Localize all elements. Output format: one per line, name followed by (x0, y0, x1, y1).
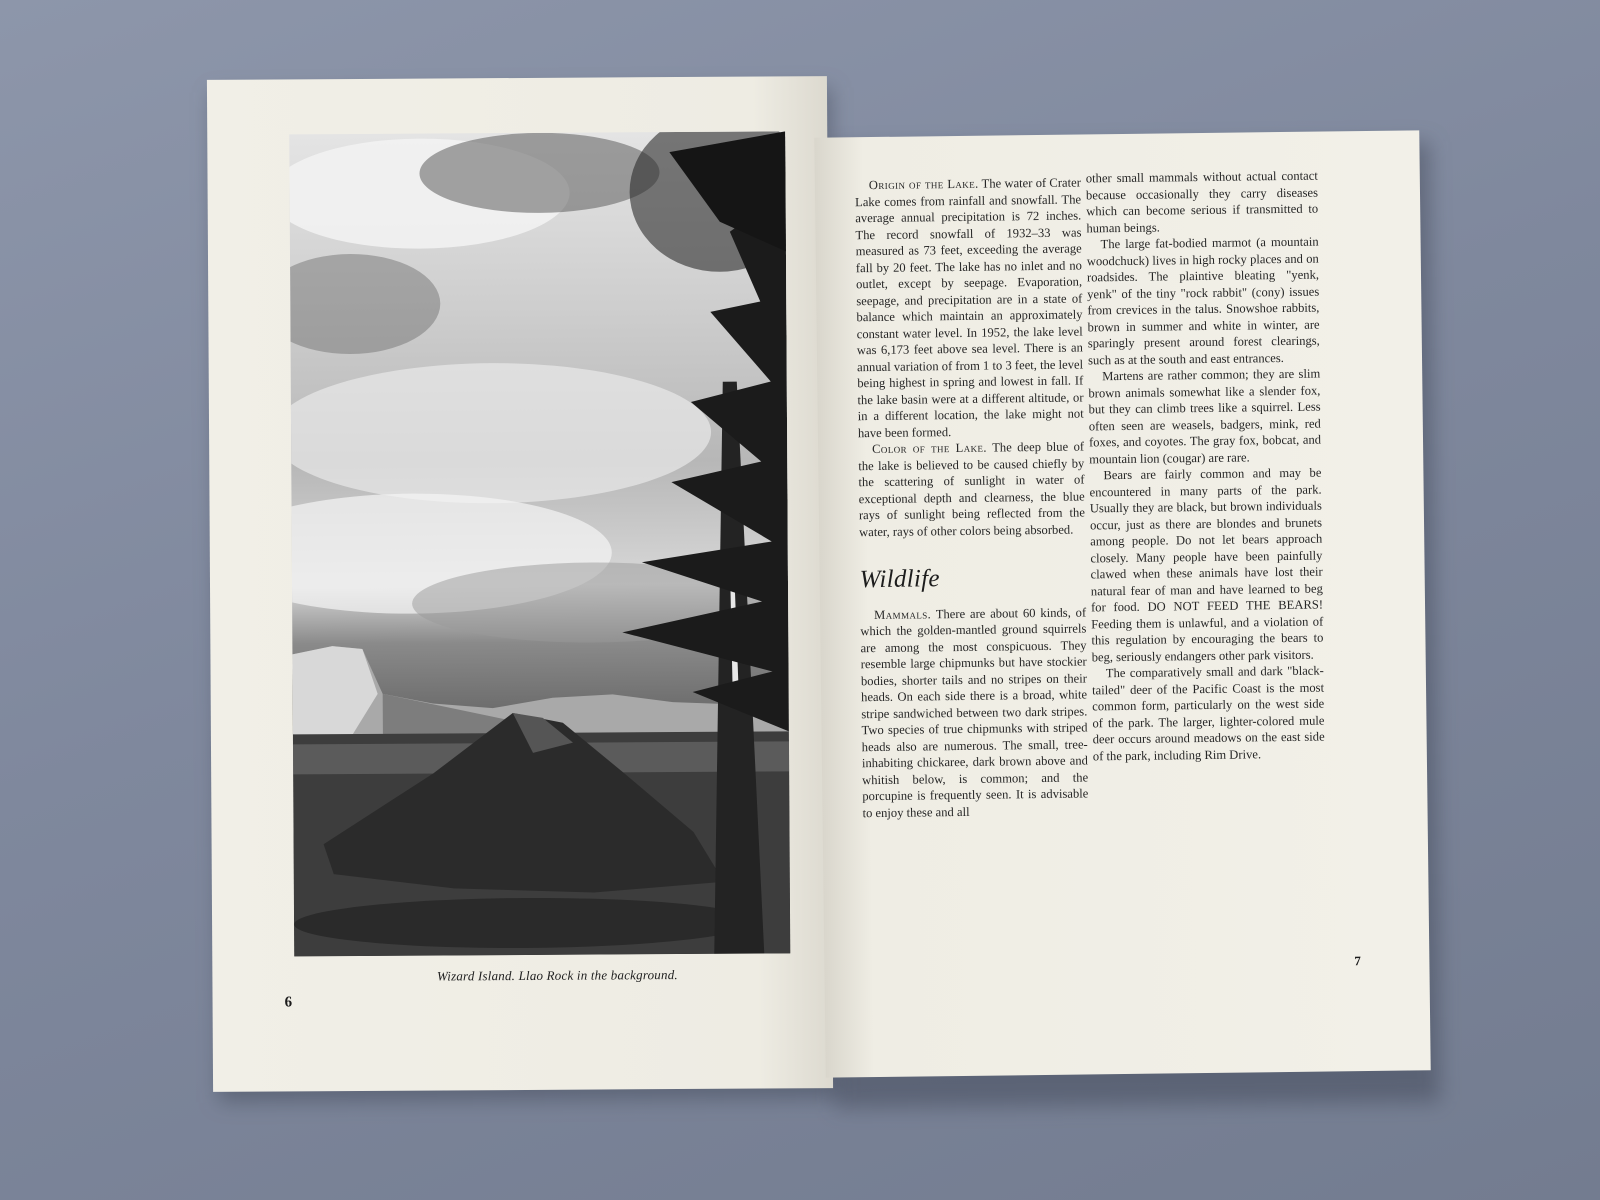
paragraph-bears: Bears are fairly common and may be encountered in many parts of the park. Usually they are black, but brown individuals occur, just as there are blondes and brunets among people. Do not let bears approach closely. Many people have been painfully clawed when these animals have lost their natural fear of man and have learned to beg for food. DO NOT FEED THE BEARS! Feeding them is unlawful, and a violation of this regulation by encouraging the bears to beg, seriously endangers other park visitors. (1089, 465, 1324, 664)
section-heading-wildlife: Wildlife (859, 565, 941, 594)
run-in-heading: Color of the Lake. (872, 440, 987, 457)
paragraph-text: There are about 60 kinds, of which the golden-mantled ground squirrels are among the most conspicuous. They resemble large chipmunks but have stockier bodies, shorter tails and no stripes on their heads. On each side there is a broad, white stripe sandwiched between two dark stripes. Two species of true chipmunks with striped heads also are numerous. The small, tree-inhabiting chickaree, dark brown above and whitish below, is common; and the porcupine is frequently seen. It is advisable to enjoy these and all (860, 604, 1089, 820)
page-number-right: 7 (1354, 953, 1361, 969)
paragraph-text: The water of Crater Lake comes from rainfall and snowfall. The average annual precipitation is 72 inches. The record snowfall of 1932–33 was measured as 73 feet, exceeding the average fall by 20 feet. The lake has no inlet and no outlet, except by seepage. Evaporation, seepage, and precipitation are in a state of balance which maintain an approximately constant water level. In 1952, the lake level was 6,173 feet above sea level. There is an annual variation of from 1 to 3 feet, the level being highest in spring and lowest in fall. If the lake basin were at a different altitude, or in a different location, the lake might not have been formed. (854, 175, 1084, 440)
paragraph-deer: The comparatively small and dark "black-tailed" deer of the Pacific Coast is the most common form, particularly on the west side of the park. The larger, lighter-colored mule deer occurs around meadows on the east side of the park, including Rim Drive. (1091, 663, 1325, 763)
run-in-heading: Origin of the Lake. (868, 176, 979, 193)
paragraph-origin (855, 174, 1084, 441)
photo-caption: Wizard Island. Llao Rock in the background. (436, 967, 678, 984)
paragraph-color (858, 438, 1085, 540)
run-in-heading: Mammals. (874, 606, 932, 622)
right-page (814, 130, 1430, 1077)
left-page (207, 76, 833, 1092)
wizard-island-photo (289, 131, 790, 956)
text-column-1 (855, 174, 1089, 821)
paragraph-marmot: The large fat-bodied marmot (a mountain woodchuck) lives in high rocky places and on roadsides. The plaintive bleating "yenk, yenk" of the tiny "rock rabbit" (cony) issues from crevices in the talus. Snowshoe rabbits, brown in summer and white in winter, are sparingly present around forest clearings, such as at the south and east entrances. (1086, 234, 1320, 367)
paragraph-text: The deep blue of the lake is believed to be caused chiefly by the scattering of sunlight in water of exceptional depth and clearness, the blue rays of sunlight being reflected from the water, rays of other colors being absorbed. (858, 439, 1085, 539)
text-column-2 (1086, 168, 1325, 765)
paragraph-mammals (860, 604, 1089, 821)
paragraph-martens: Martens are rather common; they are slim brown animals somewhat like a slender fox, but they can climb trees like a squirrel. Less often seen are weasels, badgers, mink, red foxes, and coyotes. The gray fox, bobcat, and mountain lion (cougar) are rare. (1088, 366, 1322, 466)
page-number-left: 6 (284, 994, 293, 1011)
paragraph-continued: other small mammals without actual contact because occasionally they carry diseases which can become serious if transmitted to human beings. (1085, 168, 1319, 235)
